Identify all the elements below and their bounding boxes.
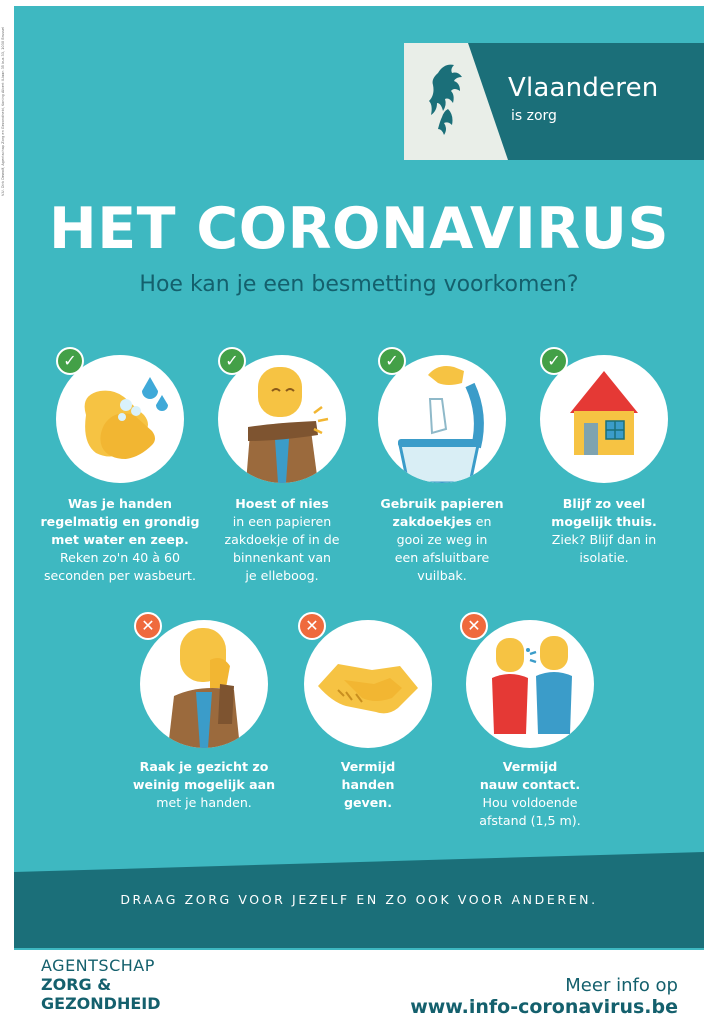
check-icon: ✓ — [56, 347, 84, 375]
tip-bold-line: geven. — [343, 795, 393, 810]
tip-line: afstand (1,5 m). — [479, 813, 581, 828]
slogan-band — [14, 852, 704, 948]
agency-logo — [41, 956, 161, 1013]
tip-bold-line: handen — [341, 777, 395, 792]
tip-line: binnenkant van — [232, 550, 332, 565]
info-block — [410, 975, 678, 1018]
tip-bold-line: nauw contact. — [479, 777, 581, 792]
close-contact-icon — [466, 620, 594, 748]
touch-face-icon — [140, 620, 268, 748]
tip-line: een afsluitbare — [394, 550, 490, 565]
tip-bold-line: mogelijk thuis. — [551, 514, 657, 529]
tip-bold-inline: zakdoekjes — [392, 514, 472, 529]
check-icon: ✓ — [540, 347, 568, 375]
tip-text — [34, 495, 206, 585]
tip-bold-line: Gebruik papieren — [380, 496, 504, 511]
tip-line: zakdoekje of in de — [224, 532, 340, 547]
tip-bold-line: Vermijd — [502, 759, 558, 774]
tissue-bin-icon — [378, 355, 506, 483]
tip-bold-line: Vermijd — [340, 759, 396, 774]
tip-bold-line: Was je handen — [67, 496, 172, 511]
tip-text — [282, 758, 454, 812]
hand-washing-icon — [56, 355, 184, 483]
tip-line: Reken zo'n 40 à 60 — [59, 550, 181, 565]
tip-bold-line: weinig mogelijk aan — [132, 777, 276, 792]
check-icon: ✓ — [378, 347, 406, 375]
agency-line: GEZONDHEID — [41, 994, 161, 1013]
tip-line: met je handen. — [156, 795, 252, 810]
tip-line: Ziek? Blijf dan in — [551, 532, 657, 547]
slogan-text: DRAAG ZORG VOOR JEZELF EN ZO OOK VOOR ANDEREN. — [120, 892, 598, 907]
tip-text — [518, 495, 690, 567]
cross-icon: ✕ — [460, 612, 488, 640]
tip-bold-line: met water en zeep. — [51, 532, 189, 547]
page-title: HET CORONAVIRUS — [49, 196, 669, 262]
logo-title: Vlaanderen — [508, 73, 659, 103]
tip-text — [196, 495, 368, 585]
tip-text — [118, 758, 290, 812]
tip-line: Hou voldoende — [482, 795, 578, 810]
page-subtitle: Hoe kan je een besmetting voorkomen? — [139, 272, 579, 297]
tip-bold-line: Raak je gezicht zo — [139, 759, 269, 774]
tip-line: in een papieren — [232, 514, 332, 529]
tip-line: je elleboog. — [245, 568, 319, 583]
agency-line: AGENTSCHAP — [41, 956, 155, 975]
check-icon: ✓ — [218, 347, 246, 375]
tip-bold-line: regelmatig en grondig — [40, 514, 200, 529]
tip-text — [444, 758, 616, 830]
cough-elbow-icon — [218, 355, 346, 483]
info-label: Meer info op — [565, 975, 678, 996]
cross-icon: ✕ — [298, 612, 326, 640]
tip-text — [356, 495, 528, 585]
vlaanderen-logo — [404, 43, 704, 160]
logo-subtitle: is zorg — [511, 108, 557, 124]
tip-line: isolatie. — [579, 550, 629, 565]
tip-inline-suffix: en — [471, 514, 492, 529]
tip-line: gooi ze weg in — [396, 532, 488, 547]
house-icon — [540, 355, 668, 483]
tip-line — [356, 513, 528, 531]
tip-line: vuilbak. — [417, 568, 467, 583]
tip-line: seconden per wasbeurt. — [44, 568, 196, 583]
info-url-link[interactable]: www.info-coronavirus.be — [410, 996, 678, 1018]
agency-line: ZORG & — [41, 975, 112, 994]
cross-icon: ✕ — [134, 612, 162, 640]
tip-bold-line: Blijf zo veel — [562, 496, 646, 511]
tip-bold-line: Hoest of nies — [235, 496, 329, 511]
handshake-icon — [304, 620, 432, 748]
legal-note: V.U. Dirk Dewolf, Agentschap Zorg en Gezondheid, Koning Albert II-laan 35 bus 33, 1030 Brussel — [1, 26, 5, 196]
